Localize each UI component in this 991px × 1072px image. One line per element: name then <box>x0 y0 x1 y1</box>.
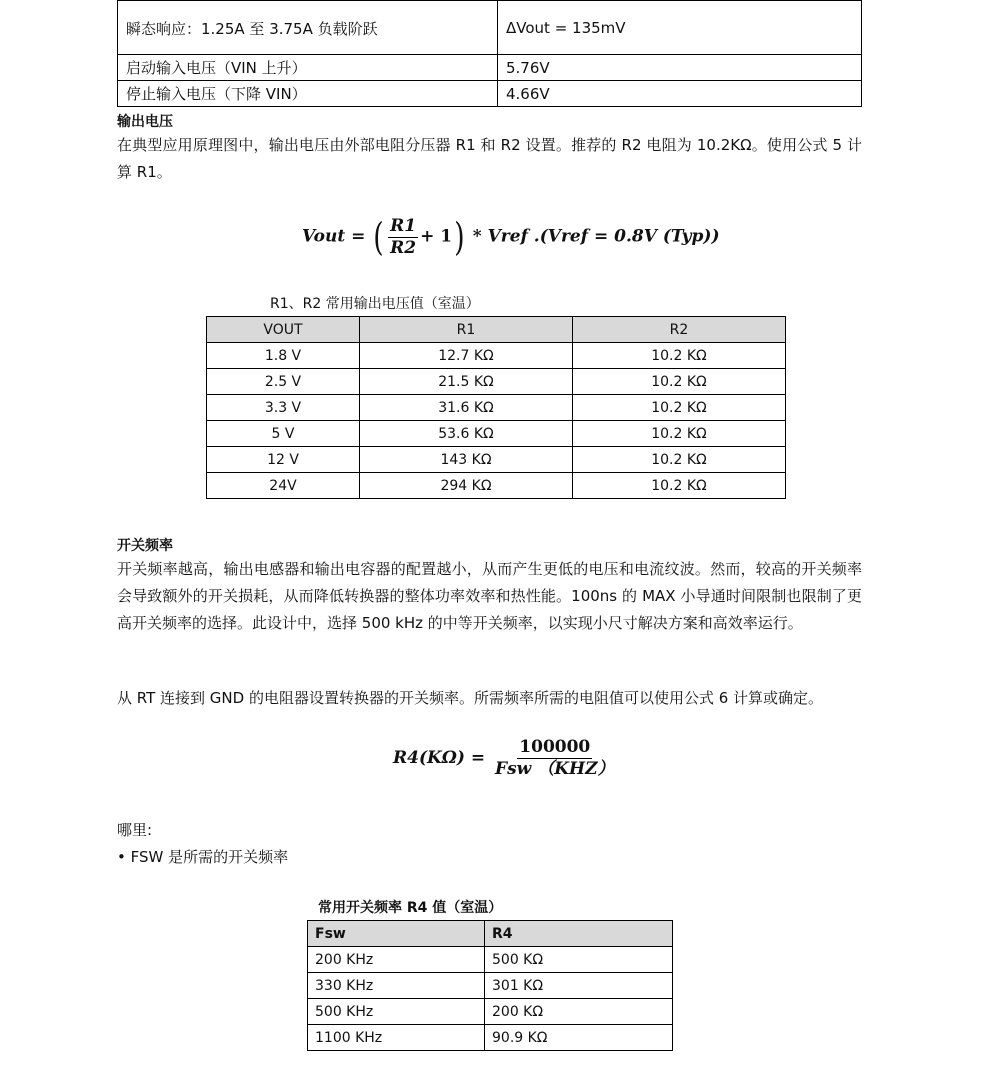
table-row <box>308 1025 673 1051</box>
formula-lhs: Vout = <box>302 226 372 247</box>
table-cell: 301 KΩ <box>485 973 673 999</box>
section-heading-output-voltage: 输出电压 <box>117 114 173 130</box>
table-row <box>118 81 862 107</box>
table-cell: 10.2 KΩ <box>573 369 786 395</box>
table-row <box>207 343 786 369</box>
table-cell: ΔVout = 135mV <box>498 1 862 55</box>
table-cell: 10.2 KΩ <box>573 421 786 447</box>
table-cell: 1100 KHz <box>308 1025 485 1051</box>
table-cell: 3.3 V <box>207 395 360 421</box>
formula-denominator: Fsw （KHZ） <box>495 759 615 779</box>
table-cell: 5.76V <box>498 55 862 81</box>
table-cell: 143 KΩ <box>360 447 573 473</box>
table-cell: 294 KΩ <box>360 473 573 499</box>
table-row <box>207 447 786 473</box>
column-header: R1 <box>360 317 573 343</box>
where-label: 哪里: <box>117 821 153 839</box>
table-cell: 500 KΩ <box>485 947 673 973</box>
column-header: R2 <box>573 317 786 343</box>
table-cell: 24V <box>207 473 360 499</box>
f-table-caption: 常用开关频率 R4 值（室温） <box>318 900 503 916</box>
table-cell: 10.2 KΩ <box>573 447 786 473</box>
formula-rest: * Vref .(Vref = 0.8V (Typ)) <box>466 226 720 247</box>
table-cell: 200 KΩ <box>485 999 673 1025</box>
table-cell: 12.7 KΩ <box>360 343 573 369</box>
spec-table <box>117 0 862 107</box>
table-cell: 4.66V <box>498 81 862 107</box>
switching-paragraph-2: 从 RT 连接到 GND 的电阻器设置转换器的开关频率。所需频率所需的电阻值可以使用公式 6 计算或确定。 <box>117 689 824 707</box>
table-header-row <box>207 317 786 343</box>
switching-frequency-table <box>307 920 673 1051</box>
formula-denominator: R2 <box>390 237 417 258</box>
table-row <box>308 973 673 999</box>
table-cell: 停止输入电压（下降 VIN） <box>118 81 498 107</box>
table-row <box>207 395 786 421</box>
table-cell: 90.9 KΩ <box>485 1025 673 1051</box>
output-voltage-table <box>206 316 786 499</box>
table-cell: 5 V <box>207 421 360 447</box>
table-row <box>118 55 862 81</box>
formula-lhs: R4(KΩ) = <box>393 748 492 768</box>
column-header: Fsw <box>308 921 485 947</box>
table-row <box>207 369 786 395</box>
table-cell: 10.2 KΩ <box>573 395 786 421</box>
switching-paragraph-1: 开关频率越高，输出电感器和输出电容器的配置越小，从而产生更低的电压和电流纹波。然而，较高的开关频率会导致额外的开关损耗，从而降低转换器的整体功率效率和热性能。100ns 的 MAX 小导通时间限制也限制了更高开关频率的选择。此设计中，选择 500 kHz 的中等开关频率，以实现小尺寸解决方案和高效率运行。 <box>117 560 862 632</box>
formula-5: Vout = ( $\frac{R1}{R2}$ + 1) * Vref .(Vref = 0.8V (Typ)) <box>302 215 720 259</box>
formula-numerator: 100000 <box>519 737 591 757</box>
table-row <box>207 421 786 447</box>
formula-plus: + 1 <box>420 226 453 247</box>
table-cell: 12 V <box>207 447 360 473</box>
table-cell: 330 KHz <box>308 973 485 999</box>
table-row <box>308 947 673 973</box>
bullet-fsw: • FSW 是所需的开关频率 <box>117 848 289 866</box>
table-row <box>207 473 786 499</box>
table-cell: 1.8 V <box>207 343 360 369</box>
table-cell: 200 KHz <box>308 947 485 973</box>
r-table-caption: R1、R2 常用输出电压值（室温） <box>270 296 480 312</box>
column-header: R4 <box>485 921 673 947</box>
output-voltage-paragraph: 在典型应用原理图中，输出电压由外部电阻分压器 R1 和 R2 设置。推荐的 R2 电阻为 10.2KΩ。使用公式 5 计算 R1。 <box>117 136 862 181</box>
table-cell: 10.2 KΩ <box>573 343 786 369</box>
table-cell: 31.6 KΩ <box>360 395 573 421</box>
table-cell: 启动输入电压（VIN 上升） <box>118 55 498 81</box>
section-heading-switching-frequency: 开关频率 <box>117 538 173 554</box>
formula-numerator: R1 <box>390 215 417 236</box>
table-cell: 瞬态响应：1.25A 至 3.75A 负载阶跃 <box>118 1 498 55</box>
column-header: VOUT <box>207 317 360 343</box>
table-header-row <box>308 921 673 947</box>
table-cell: 500 KHz <box>308 999 485 1025</box>
formula-6 <box>393 737 619 780</box>
table-cell: 10.2 KΩ <box>573 473 786 499</box>
table-cell: 53.6 KΩ <box>360 421 573 447</box>
table-row <box>118 1 862 55</box>
table-row <box>308 999 673 1025</box>
table-cell: 2.5 V <box>207 369 360 395</box>
table-cell: 21.5 KΩ <box>360 369 573 395</box>
